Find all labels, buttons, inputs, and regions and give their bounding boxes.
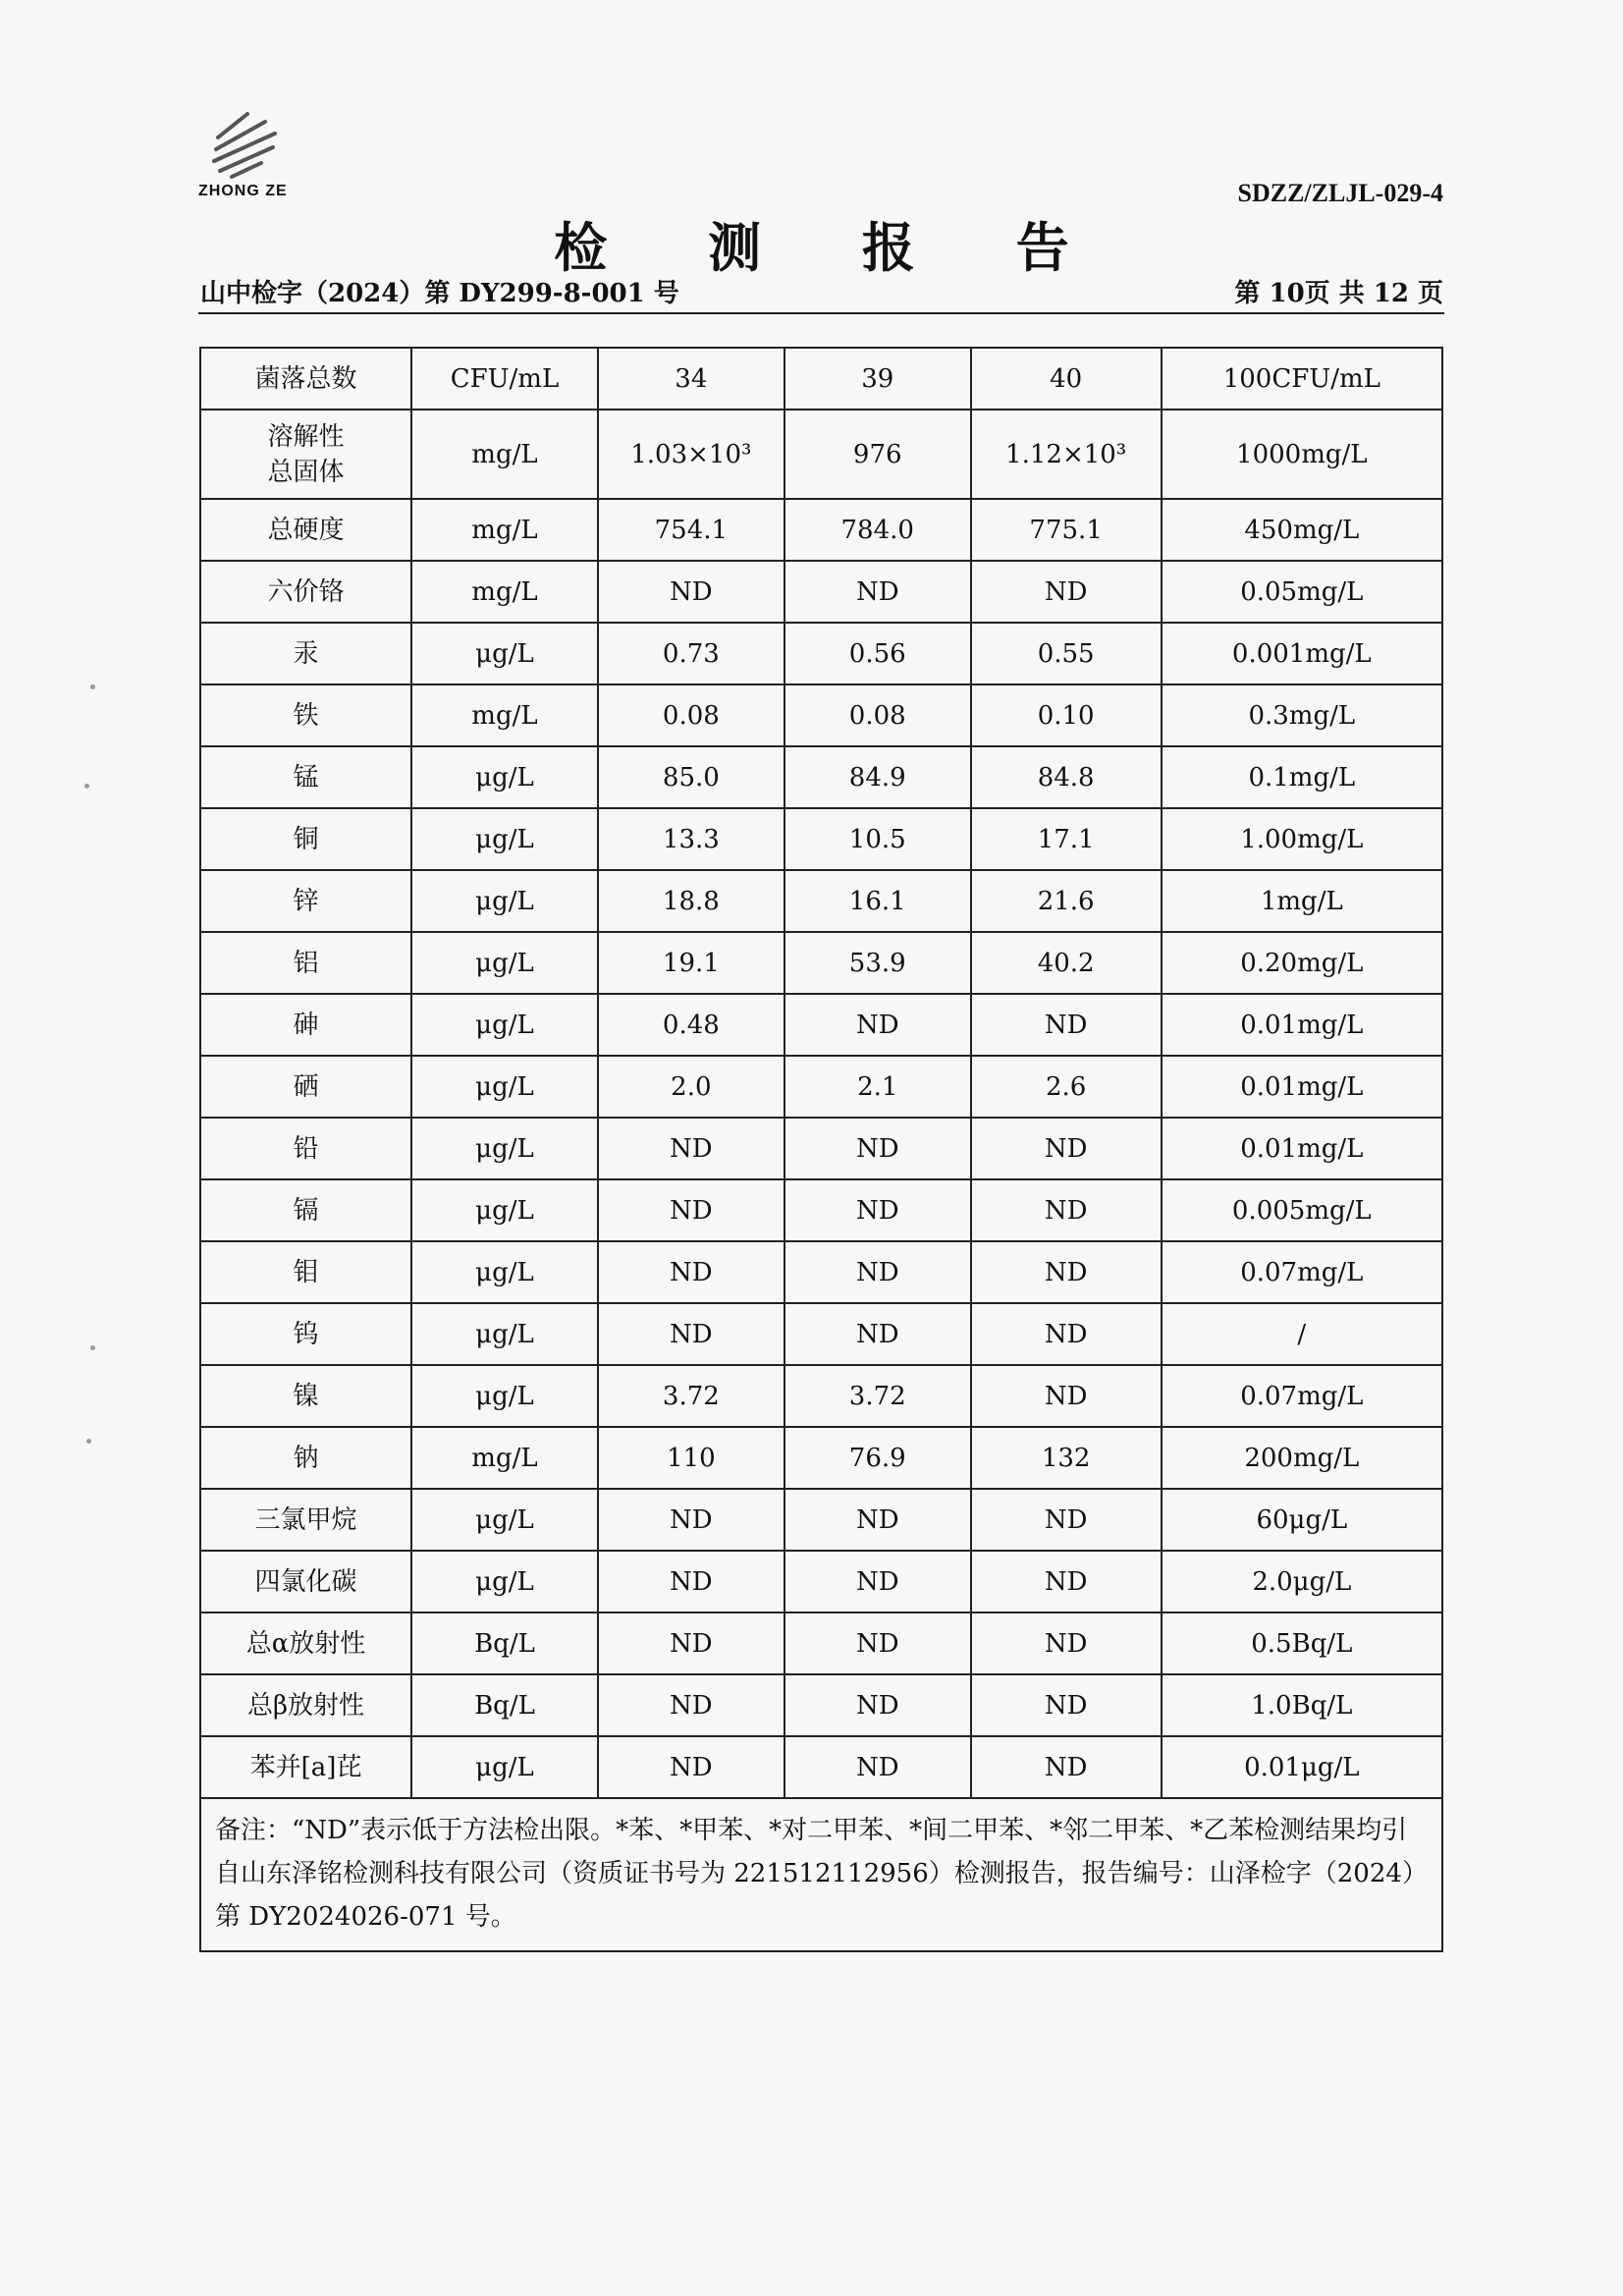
test-item: 砷 — [200, 994, 411, 1056]
sample-1-value: 2.0 — [598, 1056, 784, 1118]
sample-1-value: 110 — [598, 1427, 784, 1489]
scan-speck — [86, 1439, 91, 1444]
table-row — [200, 499, 1442, 561]
sample-2-value: 39 — [784, 348, 971, 410]
standard-limit: 0.01mg/L — [1162, 994, 1442, 1056]
table-row — [200, 1489, 1442, 1551]
test-item: 总β放射性 — [200, 1674, 411, 1736]
table-row — [200, 410, 1442, 499]
standard-limit: 0.07mg/L — [1162, 1241, 1442, 1303]
sample-1-value: ND — [598, 1303, 784, 1365]
test-item: 菌落总数 — [200, 348, 411, 410]
table-row — [200, 746, 1442, 808]
sample-1-value: 0.48 — [598, 994, 784, 1056]
table-row — [200, 870, 1442, 932]
standard-limit: 2.0μg/L — [1162, 1551, 1442, 1613]
sample-2-value: 84.9 — [784, 746, 971, 808]
test-item: 苯并[a]芘 — [200, 1736, 411, 1798]
unit: μg/L — [411, 1736, 598, 1798]
test-item: 镉 — [200, 1179, 411, 1241]
sample-1-value: ND — [598, 1674, 784, 1736]
sample-1-value: 18.8 — [598, 870, 784, 932]
sample-2-value: ND — [784, 1179, 971, 1241]
sample-1-value: 3.72 — [598, 1365, 784, 1427]
sample-1-value: ND — [598, 1241, 784, 1303]
sample-3-value: ND — [971, 1674, 1162, 1736]
sample-1-value: ND — [598, 1118, 784, 1179]
header-divider — [198, 312, 1444, 314]
standard-limit: 0.005mg/L — [1162, 1179, 1442, 1241]
table-row — [200, 561, 1442, 623]
sample-1-value: ND — [598, 1613, 784, 1674]
standard-limit: / — [1162, 1303, 1442, 1365]
page-info: 第 10页 共 12 页 — [1234, 279, 1443, 308]
standard-limit: 0.5Bq/L — [1162, 1613, 1442, 1674]
sample-1-value: 13.3 — [598, 808, 784, 870]
sample-3-value: 40 — [971, 348, 1162, 410]
test-item: 钠 — [200, 1427, 411, 1489]
sample-2-value: 0.56 — [784, 623, 971, 684]
table-row — [200, 1179, 1442, 1241]
sample-3-value: 132 — [971, 1427, 1162, 1489]
test-item: 锌 — [200, 870, 411, 932]
sample-3-value: ND — [971, 1179, 1162, 1241]
unit: μg/L — [411, 808, 598, 870]
unit: mg/L — [411, 561, 598, 623]
note-row — [200, 1798, 1442, 1951]
unit: μg/L — [411, 870, 598, 932]
standard-limit: 0.01μg/L — [1162, 1736, 1442, 1798]
scan-speck — [90, 1345, 95, 1350]
standard-limit: 0.07mg/L — [1162, 1365, 1442, 1427]
standard-limit: 1.0Bq/L — [1162, 1674, 1442, 1736]
unit: μg/L — [411, 1365, 598, 1427]
unit: μg/L — [411, 746, 598, 808]
standard-limit: 200mg/L — [1162, 1427, 1442, 1489]
sample-2-value: 16.1 — [784, 870, 971, 932]
unit: μg/L — [411, 1551, 598, 1613]
sample-3-value: ND — [971, 1489, 1162, 1551]
sample-2-value: ND — [784, 1736, 971, 1798]
table-row — [200, 623, 1442, 684]
sample-3-value: 775.1 — [971, 499, 1162, 561]
table-row — [200, 1427, 1442, 1489]
table-row — [200, 808, 1442, 870]
sample-1-value: 34 — [598, 348, 784, 410]
sample-1-value: ND — [598, 1736, 784, 1798]
sample-2-value: 2.1 — [784, 1056, 971, 1118]
test-item: 溶解性 总固体 — [200, 410, 411, 499]
sample-3-value: ND — [971, 1303, 1162, 1365]
table-row — [200, 1303, 1442, 1365]
sample-2-value: ND — [784, 1674, 971, 1736]
document-code: SDZZ/ZLJL-029-4 — [1237, 179, 1443, 207]
standard-limit: 450mg/L — [1162, 499, 1442, 561]
unit: mg/L — [411, 1427, 598, 1489]
standard-limit: 0.3mg/L — [1162, 684, 1442, 746]
sample-1-value: ND — [598, 1179, 784, 1241]
unit: μg/L — [411, 1118, 598, 1179]
table-row — [200, 1241, 1442, 1303]
standard-limit: 60μg/L — [1162, 1489, 1442, 1551]
test-item: 镍 — [200, 1365, 411, 1427]
standard-limit: 1mg/L — [1162, 870, 1442, 932]
sample-3-value: 40.2 — [971, 932, 1162, 994]
sample-2-value: ND — [784, 1118, 971, 1179]
test-item: 锰 — [200, 746, 411, 808]
table-row — [200, 684, 1442, 746]
sample-2-value: ND — [784, 1489, 971, 1551]
page-title: 检 测 报 告 — [554, 216, 1110, 279]
sample-3-value: 2.6 — [971, 1056, 1162, 1118]
sample-2-value: ND — [784, 1241, 971, 1303]
standard-limit: 0.05mg/L — [1162, 561, 1442, 623]
test-item: 四氯化碳 — [200, 1551, 411, 1613]
sample-3-value: ND — [971, 1118, 1162, 1179]
standard-limit: 0.01mg/L — [1162, 1056, 1442, 1118]
sample-1-value: 754.1 — [598, 499, 784, 561]
scan-speck — [84, 784, 89, 789]
sample-1-value: ND — [598, 561, 784, 623]
unit: mg/L — [411, 499, 598, 561]
sample-1-value: 19.1 — [598, 932, 784, 994]
table-row — [200, 1613, 1442, 1674]
standard-limit: 1000mg/L — [1162, 410, 1442, 499]
standard-limit: 0.01mg/L — [1162, 1118, 1442, 1179]
sample-3-value: 84.8 — [971, 746, 1162, 808]
table-row — [200, 994, 1442, 1056]
unit: Bq/L — [411, 1674, 598, 1736]
table-row — [200, 1551, 1442, 1613]
sample-1-value: ND — [598, 1551, 784, 1613]
unit: μg/L — [411, 1303, 598, 1365]
sample-2-value: 0.08 — [784, 684, 971, 746]
sample-2-value: 53.9 — [784, 932, 971, 994]
sample-2-value: 76.9 — [784, 1427, 971, 1489]
sample-2-value: ND — [784, 994, 971, 1056]
sample-1-value: 0.08 — [598, 684, 784, 746]
standard-limit: 0.20mg/L — [1162, 932, 1442, 994]
test-item: 铅 — [200, 1118, 411, 1179]
test-item: 总α放射性 — [200, 1613, 411, 1674]
test-item: 铝 — [200, 932, 411, 994]
sample-3-value: 0.10 — [971, 684, 1162, 746]
sample-1-value: 0.73 — [598, 623, 784, 684]
sample-2-value: ND — [784, 1613, 971, 1674]
sample-3-value: 1.12×10³ — [971, 410, 1162, 499]
unit: μg/L — [411, 1489, 598, 1551]
sample-3-value: ND — [971, 1365, 1162, 1427]
standard-limit: 0.1mg/L — [1162, 746, 1442, 808]
unit: CFU/mL — [411, 348, 598, 410]
test-item: 铁 — [200, 684, 411, 746]
unit: μg/L — [411, 623, 598, 684]
table-row — [200, 1674, 1442, 1736]
test-results-table — [199, 347, 1443, 1952]
sample-3-value: ND — [971, 561, 1162, 623]
table-row — [200, 1056, 1442, 1118]
unit: mg/L — [411, 684, 598, 746]
test-item: 钨 — [200, 1303, 411, 1365]
sample-3-value: ND — [971, 1613, 1162, 1674]
sample-1-value: ND — [598, 1489, 784, 1551]
sample-2-value: 10.5 — [784, 808, 971, 870]
test-item: 六价铬 — [200, 561, 411, 623]
standard-limit: 0.001mg/L — [1162, 623, 1442, 684]
sample-3-value: ND — [971, 1551, 1162, 1613]
standard-limit: 1.00mg/L — [1162, 808, 1442, 870]
test-item: 汞 — [200, 623, 411, 684]
table-row — [200, 1118, 1442, 1179]
sample-3-value: 21.6 — [971, 870, 1162, 932]
unit: μg/L — [411, 932, 598, 994]
test-item: 三氯甲烷 — [200, 1489, 411, 1551]
sample-2-value: ND — [784, 1551, 971, 1613]
test-item: 钼 — [200, 1241, 411, 1303]
unit: μg/L — [411, 1056, 598, 1118]
table-row — [200, 348, 1442, 410]
remarks-note: 备注：“ND”表示低于方法检出限。*苯、*甲苯、*对二甲苯、*间二甲苯、*邻二甲苯、*乙苯检测结果均引自山东泽铭检测科技有限公司（资质证书号为 221512112956）检测报告，报告编号：山泽检字（2024）第 DY2024026-071 号。 — [200, 1798, 1442, 1951]
logo-text: ZHONG ZE — [198, 183, 288, 199]
sample-2-value: 784.0 — [784, 499, 971, 561]
unit: μg/L — [411, 1179, 598, 1241]
unit: Bq/L — [411, 1613, 598, 1674]
sample-3-value: 17.1 — [971, 808, 1162, 870]
unit: mg/L — [411, 410, 598, 499]
table-row — [200, 1365, 1442, 1427]
test-item: 总硬度 — [200, 499, 411, 561]
sample-2-value: ND — [784, 561, 971, 623]
sample-3-value: ND — [971, 994, 1162, 1056]
table-row — [200, 1736, 1442, 1798]
sample-3-value: 0.55 — [971, 623, 1162, 684]
sample-1-value: 1.03×10³ — [598, 410, 784, 499]
sample-3-value: ND — [971, 1736, 1162, 1798]
unit: μg/L — [411, 1241, 598, 1303]
sample-3-value: ND — [971, 1241, 1162, 1303]
unit: μg/L — [411, 994, 598, 1056]
report-number: 山中检字（2024）第 DY299-8-001 号 — [200, 279, 679, 308]
test-item: 硒 — [200, 1056, 411, 1118]
scan-speck — [90, 684, 95, 689]
sample-2-value: 976 — [784, 410, 971, 499]
sample-2-value: ND — [784, 1303, 971, 1365]
sample-2-value: 3.72 — [784, 1365, 971, 1427]
standard-limit: 100CFU/mL — [1162, 348, 1442, 410]
test-item: 铜 — [200, 808, 411, 870]
sample-1-value: 85.0 — [598, 746, 784, 808]
table-row — [200, 932, 1442, 994]
